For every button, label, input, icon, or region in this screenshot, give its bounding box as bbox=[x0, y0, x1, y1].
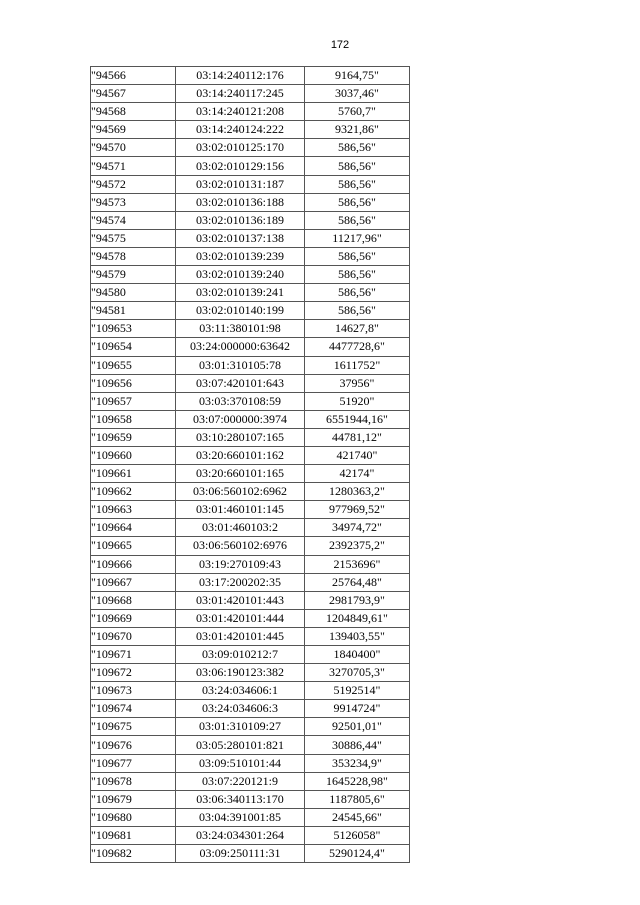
table-row bbox=[91, 555, 410, 573]
cell-cadastral-number: 03:09:010212:7 bbox=[176, 646, 305, 664]
table-row bbox=[91, 609, 410, 627]
cell-cadastral-number: 03:01:420101:445 bbox=[176, 627, 305, 645]
table-row bbox=[91, 627, 410, 645]
cell-cadastral-number: 03:09:250111:31 bbox=[176, 845, 305, 863]
cell-record-id: "94579 bbox=[91, 266, 176, 284]
cell-value: 4477728,6" bbox=[305, 338, 410, 356]
table-row bbox=[91, 446, 410, 464]
cell-record-id: "109653 bbox=[91, 320, 176, 338]
table-row bbox=[91, 718, 410, 736]
cell-value: 977969,52" bbox=[305, 501, 410, 519]
page-number: 172 bbox=[330, 39, 350, 51]
cell-value: 5290124,4" bbox=[305, 845, 410, 863]
table-row bbox=[91, 537, 410, 555]
cell-cadastral-number: 03:02:010137:138 bbox=[176, 229, 305, 247]
cell-cadastral-number: 03:02:010139:239 bbox=[176, 247, 305, 265]
table-row bbox=[91, 772, 410, 790]
cell-value: 586,56" bbox=[305, 157, 410, 175]
table-row bbox=[91, 67, 410, 85]
cell-record-id: "94566 bbox=[91, 67, 176, 85]
cell-record-id: "109655 bbox=[91, 356, 176, 374]
cell-value: 586,56" bbox=[305, 266, 410, 284]
table-row bbox=[91, 483, 410, 501]
cell-cadastral-number: 03:01:420101:444 bbox=[176, 609, 305, 627]
cell-value: 3270705,3" bbox=[305, 664, 410, 682]
table-row bbox=[91, 139, 410, 157]
cell-cadastral-number: 03:02:010136:189 bbox=[176, 211, 305, 229]
cell-record-id: "94570 bbox=[91, 139, 176, 157]
cell-record-id: "109665 bbox=[91, 537, 176, 555]
cell-record-id: "109670 bbox=[91, 627, 176, 645]
table-row bbox=[91, 284, 410, 302]
cell-cadastral-number: 03:03:370108:59 bbox=[176, 392, 305, 410]
table-row bbox=[91, 591, 410, 609]
cell-cadastral-number: 03:20:660101:165 bbox=[176, 465, 305, 483]
table-row bbox=[91, 392, 410, 410]
table-row bbox=[91, 374, 410, 392]
cell-record-id: "109660 bbox=[91, 446, 176, 464]
cell-cadastral-number: 03:11:380101:98 bbox=[176, 320, 305, 338]
table-row bbox=[91, 736, 410, 754]
cell-value: 1280363,2" bbox=[305, 483, 410, 501]
cell-record-id: "94573 bbox=[91, 193, 176, 211]
cell-value: 2153696" bbox=[305, 555, 410, 573]
table-row bbox=[91, 664, 410, 682]
cell-value: 586,56" bbox=[305, 193, 410, 211]
cell-cadastral-number: 03:01:460101:145 bbox=[176, 501, 305, 519]
cell-cadastral-number: 03:01:310105:78 bbox=[176, 356, 305, 374]
table-row bbox=[91, 320, 410, 338]
data-table bbox=[90, 66, 410, 863]
table-row bbox=[91, 121, 410, 139]
cell-value: 6551944,16" bbox=[305, 410, 410, 428]
cell-record-id: "109679 bbox=[91, 790, 176, 808]
cell-cadastral-number: 03:14:240112:176 bbox=[176, 67, 305, 85]
table-row bbox=[91, 302, 410, 320]
cell-record-id: "94569 bbox=[91, 121, 176, 139]
table-row bbox=[91, 573, 410, 591]
cell-record-id: "109681 bbox=[91, 826, 176, 844]
cell-record-id: "109661 bbox=[91, 465, 176, 483]
cell-value: 24545,66" bbox=[305, 808, 410, 826]
table-row bbox=[91, 247, 410, 265]
cell-value: 1204849,61" bbox=[305, 609, 410, 627]
cell-value: 1187805,6" bbox=[305, 790, 410, 808]
cell-value: 9914724" bbox=[305, 700, 410, 718]
cell-value: 25764,48" bbox=[305, 573, 410, 591]
cell-record-id: "109673 bbox=[91, 682, 176, 700]
cell-cadastral-number: 03:02:010136:188 bbox=[176, 193, 305, 211]
table-row bbox=[91, 338, 410, 356]
table-row bbox=[91, 808, 410, 826]
cell-record-id: "109676 bbox=[91, 736, 176, 754]
cell-record-id: "94574 bbox=[91, 211, 176, 229]
table-row bbox=[91, 501, 410, 519]
cell-value: 11217,96" bbox=[305, 229, 410, 247]
cell-value: 2981793,9" bbox=[305, 591, 410, 609]
table-row bbox=[91, 175, 410, 193]
table-row bbox=[91, 845, 410, 863]
cell-record-id: "109654 bbox=[91, 338, 176, 356]
cell-record-id: "109674 bbox=[91, 700, 176, 718]
cell-cadastral-number: 03:02:010140:199 bbox=[176, 302, 305, 320]
cell-value: 421740" bbox=[305, 446, 410, 464]
cell-value: 586,56" bbox=[305, 247, 410, 265]
table-row bbox=[91, 410, 410, 428]
cell-cadastral-number: 03:19:270109:43 bbox=[176, 555, 305, 573]
table-row bbox=[91, 193, 410, 211]
table-row bbox=[91, 519, 410, 537]
cell-record-id: "109656 bbox=[91, 374, 176, 392]
cell-value: 3037,46" bbox=[305, 85, 410, 103]
cell-record-id: "94571 bbox=[91, 157, 176, 175]
cell-cadastral-number: 03:01:420101:443 bbox=[176, 591, 305, 609]
cell-record-id: "94578 bbox=[91, 247, 176, 265]
cell-cadastral-number: 03:07:220121:9 bbox=[176, 772, 305, 790]
table-row bbox=[91, 85, 410, 103]
cell-cadastral-number: 03:14:240117:245 bbox=[176, 85, 305, 103]
cell-value: 1840400" bbox=[305, 646, 410, 664]
cell-cadastral-number: 03:06:190123:382 bbox=[176, 664, 305, 682]
cell-value: 14627,8" bbox=[305, 320, 410, 338]
cell-record-id: "109657 bbox=[91, 392, 176, 410]
cell-cadastral-number: 03:24:034606:3 bbox=[176, 700, 305, 718]
cell-value: 586,56" bbox=[305, 175, 410, 193]
table-row bbox=[91, 229, 410, 247]
cell-cadastral-number: 03:01:460103:2 bbox=[176, 519, 305, 537]
cell-record-id: "109672 bbox=[91, 664, 176, 682]
cell-cadastral-number: 03:02:010125:170 bbox=[176, 139, 305, 157]
cell-value: 586,56" bbox=[305, 284, 410, 302]
cell-value: 353234,9" bbox=[305, 754, 410, 772]
cell-cadastral-number: 03:09:510101:44 bbox=[176, 754, 305, 772]
cell-value: 34974,72" bbox=[305, 519, 410, 537]
cell-record-id: "94568 bbox=[91, 103, 176, 121]
cell-value: 5760,7" bbox=[305, 103, 410, 121]
cell-record-id: "94580 bbox=[91, 284, 176, 302]
table-row bbox=[91, 465, 410, 483]
cell-cadastral-number: 03:06:340113:170 bbox=[176, 790, 305, 808]
cell-value: 9321,86" bbox=[305, 121, 410, 139]
cell-cadastral-number: 03:02:010131:187 bbox=[176, 175, 305, 193]
cell-value: 37956" bbox=[305, 374, 410, 392]
table-row bbox=[91, 790, 410, 808]
cell-record-id: "109666 bbox=[91, 555, 176, 573]
cell-record-id: "109677 bbox=[91, 754, 176, 772]
cell-value: 30886,44" bbox=[305, 736, 410, 754]
cell-cadastral-number: 03:02:010129:156 bbox=[176, 157, 305, 175]
cell-value: 586,56" bbox=[305, 211, 410, 229]
table-row bbox=[91, 682, 410, 700]
table-row bbox=[91, 646, 410, 664]
cell-value: 1645228,98" bbox=[305, 772, 410, 790]
cell-value: 42174" bbox=[305, 465, 410, 483]
cell-record-id: "109675 bbox=[91, 718, 176, 736]
cell-value: 92501,01" bbox=[305, 718, 410, 736]
cell-record-id: "109659 bbox=[91, 428, 176, 446]
table-row bbox=[91, 211, 410, 229]
cell-cadastral-number: 03:02:010139:241 bbox=[176, 284, 305, 302]
cell-record-id: "109671 bbox=[91, 646, 176, 664]
cell-cadastral-number: 03:06:560102:6976 bbox=[176, 537, 305, 555]
table-row bbox=[91, 157, 410, 175]
cell-cadastral-number: 03:07:000000:3974 bbox=[176, 410, 305, 428]
cell-cadastral-number: 03:05:280101:821 bbox=[176, 736, 305, 754]
cell-cadastral-number: 03:07:420101:643 bbox=[176, 374, 305, 392]
cell-value: 1611752" bbox=[305, 356, 410, 374]
cell-cadastral-number: 03:14:240121:208 bbox=[176, 103, 305, 121]
cell-record-id: "109663 bbox=[91, 501, 176, 519]
cell-record-id: "109669 bbox=[91, 609, 176, 627]
cell-record-id: "109680 bbox=[91, 808, 176, 826]
cell-value: 586,56" bbox=[305, 139, 410, 157]
cell-cadastral-number: 03:10:280107:165 bbox=[176, 428, 305, 446]
cell-record-id: "109667 bbox=[91, 573, 176, 591]
cell-record-id: "109658 bbox=[91, 410, 176, 428]
table-body bbox=[91, 67, 410, 863]
cell-value: 9164,75" bbox=[305, 67, 410, 85]
table-row bbox=[91, 266, 410, 284]
cell-record-id: "109678 bbox=[91, 772, 176, 790]
table-row bbox=[91, 826, 410, 844]
cell-value: 139403,55" bbox=[305, 627, 410, 645]
cell-cadastral-number: 03:14:240124:222 bbox=[176, 121, 305, 139]
cell-record-id: "109662 bbox=[91, 483, 176, 501]
table-row bbox=[91, 700, 410, 718]
cell-value: 5192514" bbox=[305, 682, 410, 700]
table-row bbox=[91, 428, 410, 446]
cell-cadastral-number: 03:01:310109:27 bbox=[176, 718, 305, 736]
cell-cadastral-number: 03:17:200202:35 bbox=[176, 573, 305, 591]
cell-record-id: "109668 bbox=[91, 591, 176, 609]
cell-cadastral-number: 03:24:034606:1 bbox=[176, 682, 305, 700]
cell-record-id: "94575 bbox=[91, 229, 176, 247]
cell-record-id: "109682 bbox=[91, 845, 176, 863]
cell-cadastral-number: 03:04:391001:85 bbox=[176, 808, 305, 826]
cell-value: 2392375,2" bbox=[305, 537, 410, 555]
table-row bbox=[91, 356, 410, 374]
cell-cadastral-number: 03:24:034301:264 bbox=[176, 826, 305, 844]
cell-cadastral-number: 03:24:000000:63642 bbox=[176, 338, 305, 356]
table-row bbox=[91, 754, 410, 772]
cell-value: 44781,12" bbox=[305, 428, 410, 446]
cell-value: 586,56" bbox=[305, 302, 410, 320]
cell-record-id: "94581 bbox=[91, 302, 176, 320]
table-row bbox=[91, 103, 410, 121]
cell-cadastral-number: 03:02:010139:240 bbox=[176, 266, 305, 284]
cell-cadastral-number: 03:06:560102:6962 bbox=[176, 483, 305, 501]
cell-record-id: "109664 bbox=[91, 519, 176, 537]
cell-record-id: "94567 bbox=[91, 85, 176, 103]
cell-value: 5126058" bbox=[305, 826, 410, 844]
cell-cadastral-number: 03:20:660101:162 bbox=[176, 446, 305, 464]
cell-value: 51920" bbox=[305, 392, 410, 410]
cell-record-id: "94572 bbox=[91, 175, 176, 193]
